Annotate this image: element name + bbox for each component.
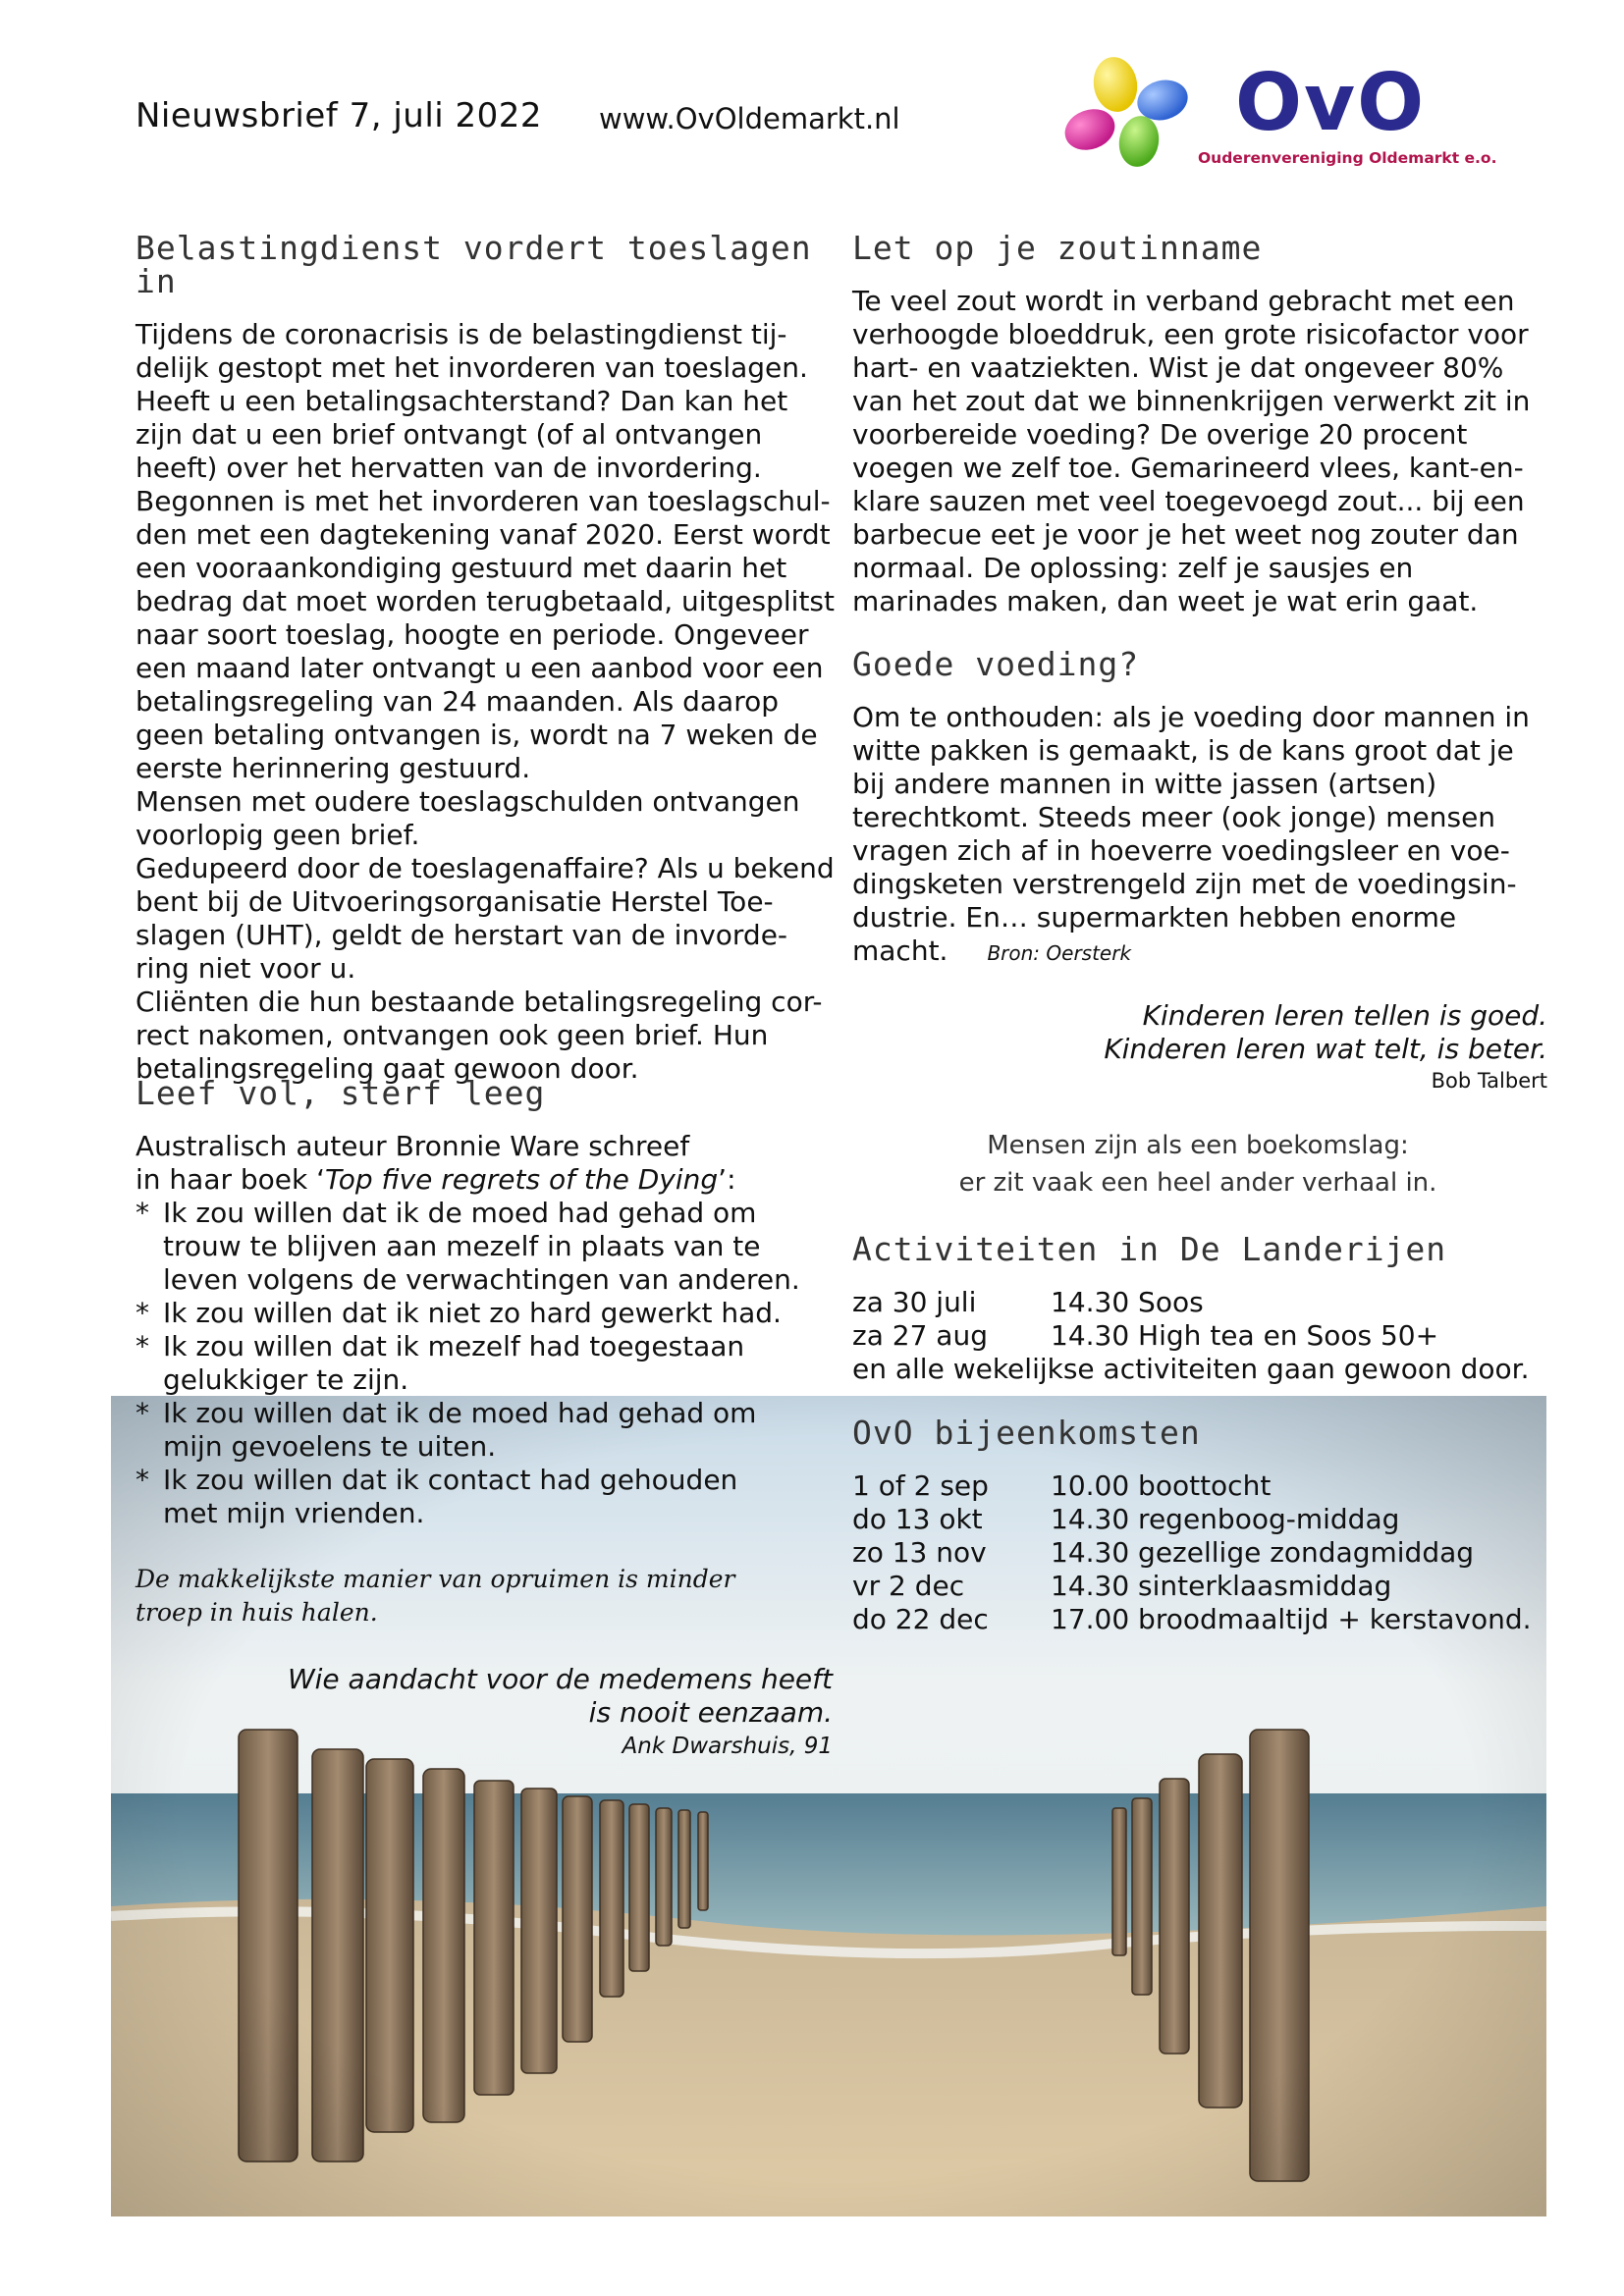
meeting-desc: 14.30 gezellige zondagmiddag [1051,1536,1475,1569]
list-item [135,1197,842,1297]
book-title: Top five regrets of the Dying [325,1163,719,1196]
table-row [852,1570,1532,1603]
article-belastingdienst [135,229,842,1086]
bullet-star: * [135,1397,149,1429]
meeting-desc: 17.00 broodmaaltijd + kerstavond. [1051,1603,1532,1635]
list-item-text: Ik zou willen dat ik niet zo hard gewerkt had. [163,1297,782,1329]
article-source: Bron: Oersterk [987,941,1132,965]
table-row [852,1503,1532,1536]
table-row [852,1603,1532,1636]
quote-author: Bob Talbert [1431,1069,1547,1093]
regrets-list [135,1197,842,1530]
section-title: Activiteiten in De Landerijen [852,1230,1447,1268]
meeting-desc: 14.30 regenboog-middag [1051,1503,1400,1535]
meeting-date: vr 2 dec [852,1570,965,1602]
meeting-date: do 22 dec [852,1603,989,1635]
website-link[interactable]: www.OvOldemarkt.nl [599,102,900,135]
article-body: Tijdens de coronacrisis is de belastingdienst tij- delijk gestopt met het invorderen van toeslagen. Heeft u een betalingsachterstand? Dan kan het zijn dat u een brief ontvangt (of al ontvangen heeft) over het hervatten van de invordering. Begonnen is met het invorderen van toeslagschul- den met een dagtekening vanaf 2020. Eerst wordt een vooraankondiging gestuurd met daarin het bedrag dat moet worden terugbetaald, uitgesplitst naar soort toeslag, hoogte en periode. Ongeveer een maand later ontvangt u een aanbod voor een betalingsregeling van 24 maanden. Als daarop geen betaling ontvangen is, wordt na 7 weken de eerste herinnering gestuurd. Mensen met oudere toeslagschulden ontvangen voorlopig geen brief. Gedupeerd door de toeslagenaffaire? Als u bekend bent bij de Uitvoeringsorganisatie Herstel Toe- slagen (UHT), geldt de herstart van de invorde- ring niet voor u. Cliënten die hun bestaande betalingsregeling cor- rect nakomen, ontvangen ook geen brief. Hun betalingsregeling gaat gewoon door. [135,318,835,1085]
quote-opruimen: De makkelijkste manier van opruimen is minder troep in huis halen. [135,1565,735,1627]
section-bijeenkomsten [852,1416,1540,1636]
article-body: Om te onthouden: als je voeding door mannen in witte pakken is gemaakt, is de kans groot dat je bij andere mannen in witte jassen (artsen) terechtkomt. Steeds meer (ook jonge) mensen vragen zich af in hoeverre voedingsleer en voe- dingsketen verstrengeld zijn met de voedingsin- dustrie. En… supermarkten hebben enorme [852,701,1530,934]
article-title: Goede voeding? [852,645,1140,683]
list-item [135,1297,842,1330]
section-activiteiten [852,1230,1540,1386]
quote-text: Kinderen leren tellen is goed. Kinderen leren wat telt, is beter. [1104,999,1547,1065]
quote-aandacht [135,1663,833,1763]
article-body: Te veel zout wordt in verband gebracht met een verhoogde bloeddruk, een grote risicofactor voor hart- en vaatziekten. Wist je dat ongeveer 80% van het zout dat we binnenkrijgen verwerkt zit in voorbereide voeding? De overige 20 procent voegen we zelf toe. Gemarineerd vlees, kant-en- klare sauzen met veel toegevoegd zout... bij een barbecue eet je voor je het weet nog zouter dan normaal. De oplossing: zelf je sausjes en marinades maken, dan weet je wat erin gaat. [852,285,1531,617]
table-row [852,1319,1438,1353]
article-title: Let op je zoutinname [852,229,1263,267]
bullet-star: * [135,1464,149,1496]
article-title: Leef vol, sterf leeg [135,1074,546,1112]
article-zoutinname [852,229,1540,618]
activity-date: za 30 juli [852,1286,977,1318]
logo-subtitle: Ouderenvereniging Oldemarkt e.o. [1198,149,1497,167]
list-item [135,1464,842,1530]
bullet-star: * [135,1330,149,1362]
article-body-last [852,934,1540,970]
meeting-date: do 13 okt [852,1503,983,1535]
list-item-text: Ik zou willen dat ik de moed had gehad om mijn gevoelens te uiten. [163,1397,757,1463]
meeting-desc: 14.30 sinterklaasmiddag [1051,1570,1392,1602]
article-leef-vol [135,1074,842,1530]
activities-table [852,1286,1438,1353]
quote-boekomslag: Mensen zijn als een boekomslag: er zit vaak een heel ander verhaal in. [958,1131,1437,1198]
meeting-desc: 10.00 boottocht [1051,1469,1272,1502]
list-item [135,1397,842,1464]
quote-author: Ank Dwarshuis, 91 [622,1734,833,1759]
activity-desc: 14.30 High tea en Soos 50+ [1051,1319,1439,1352]
meeting-date: zo 13 nov [852,1536,987,1569]
bullet-star: * [135,1197,149,1229]
ovo-logo [1051,39,1502,187]
article-goede-voeding [852,645,1540,970]
table-row [852,1536,1532,1570]
list-item-text: Ik zou willen dat ik mezelf had toegestaan gelukkiger te zijn. [163,1330,745,1396]
list-item [135,1330,842,1397]
meetings-table [852,1469,1532,1636]
quote-text: Wie aandacht voor de medemens heeft is nooit eenzaam. [287,1663,833,1729]
list-item-text: Ik zou willen dat ik contact had gehouden met mijn vrienden. [163,1464,738,1529]
activity-desc: 14.30 Soos [1051,1286,1204,1318]
logo-name: OvO [1235,57,1427,148]
article-title: Belastingdienst vordert toeslagen in [135,229,812,300]
article-intro [135,1130,842,1197]
intro-line-2-post: ’: [718,1163,736,1196]
activities-footer: en alle wekelijkse activiteiten gaan gewoon door. [852,1353,1530,1385]
meeting-date: 1 of 2 sep [852,1469,989,1502]
table-row [852,1469,1532,1503]
intro-line-1: Australisch auteur Bronnie Ware schreef [135,1130,690,1162]
intro-line-2-pre: in haar boek ‘ [135,1163,326,1196]
section-title: OvO bijeenkomsten [852,1414,1201,1452]
table-row [852,1286,1438,1319]
activity-date: za 27 aug [852,1319,988,1352]
newsletter-issue: Nieuwsbrief 7, juli 2022 [135,96,543,135]
last-line: macht. [852,934,948,967]
bullet-star: * [135,1297,149,1329]
list-item-text: Ik zou willen dat ik de moed had gehad om trouw te blijven aan mezelf in plaats van te leven volgens de verwachtingen van anderen. [163,1197,800,1296]
quote-tellen [1104,999,1547,1095]
